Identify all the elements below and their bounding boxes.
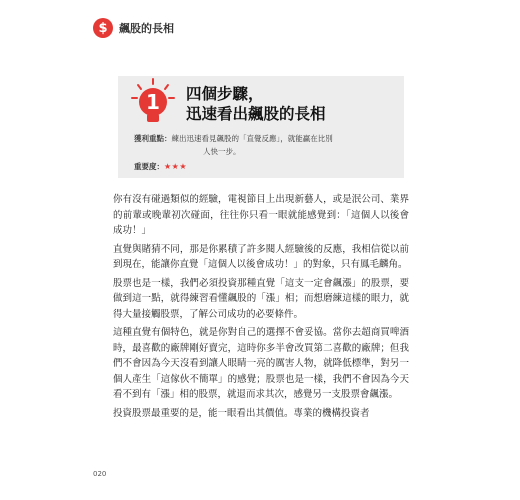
gain-point — [134, 132, 333, 158]
paragraph: 投資股票最重要的是，能一眼看出其價值。專業的機構投資者 — [113, 407, 370, 419]
body-text — [113, 192, 409, 424]
importance-rating — [134, 161, 187, 172]
section-number: 1 — [146, 90, 160, 114]
section-title — [186, 84, 326, 124]
section-summary-box — [118, 76, 404, 178]
importance-label: 重要度： — [134, 162, 164, 171]
dollar-icon: $ — [93, 18, 113, 38]
page-number: 020 — [93, 470, 107, 478]
section-title-line1: 四個步驟， — [186, 84, 264, 103]
section-title-line2: 迅速看出飆股的長相 — [186, 104, 326, 123]
gain-text-line2: 人快一步。 — [203, 147, 241, 156]
star-icon: ★★★ — [164, 162, 188, 171]
chapter-title: 飆股的長相 — [119, 22, 174, 35]
gain-text-line1: 練出迅速看見飆股的「直覺反應」，就能贏在比別 — [171, 134, 333, 143]
gain-label: 獲利重點： — [134, 134, 172, 143]
paragraph: 股票也是一樣，我們必須投資那種直覺「這支一定會飆漲」的股票，要做到這一點，就得練習看懂飆股的「漲」相；而想磨練這樣的眼力，就得大量接觸股票，了解公司成功的必要條件。 — [113, 277, 409, 320]
paragraph: 直覺與賭猜不同，那是你累積了許多閱人經驗後的反應，我相信從以前到現在，能讓你直覺「這個人以後會成功！」的對象，只有鳳毛麟角。 — [113, 243, 409, 270]
paragraph: 你有沒有碰過類似的經驗，電視節目上出現新藝人，或是泯公司、業界的前輩或晚輩初次碰面，往往你只看一眼就能感覺到：「這個人以後會成功！」 — [113, 194, 409, 236]
paragraph: 這種直覺有個特色，就是你對自己的選擇不會妥協。當你去超商買啤酒時，最喜歡的廠牌剛好賣完，這時你多半會改買第二喜歡的廠牌；但我們不會因為今天沒看到讓人眼睛一亮的厲害人物，就降低標準，對另一個人產生「這傢伙不簡單」的感覺；股票也是一樣，我們不會因為今天看不到有「漲」相的股票，就退而求其次，感覺另一支股票會飆漲。 — [113, 327, 409, 400]
chapter-header — [93, 18, 174, 38]
lightbulb-number-icon — [130, 78, 176, 126]
